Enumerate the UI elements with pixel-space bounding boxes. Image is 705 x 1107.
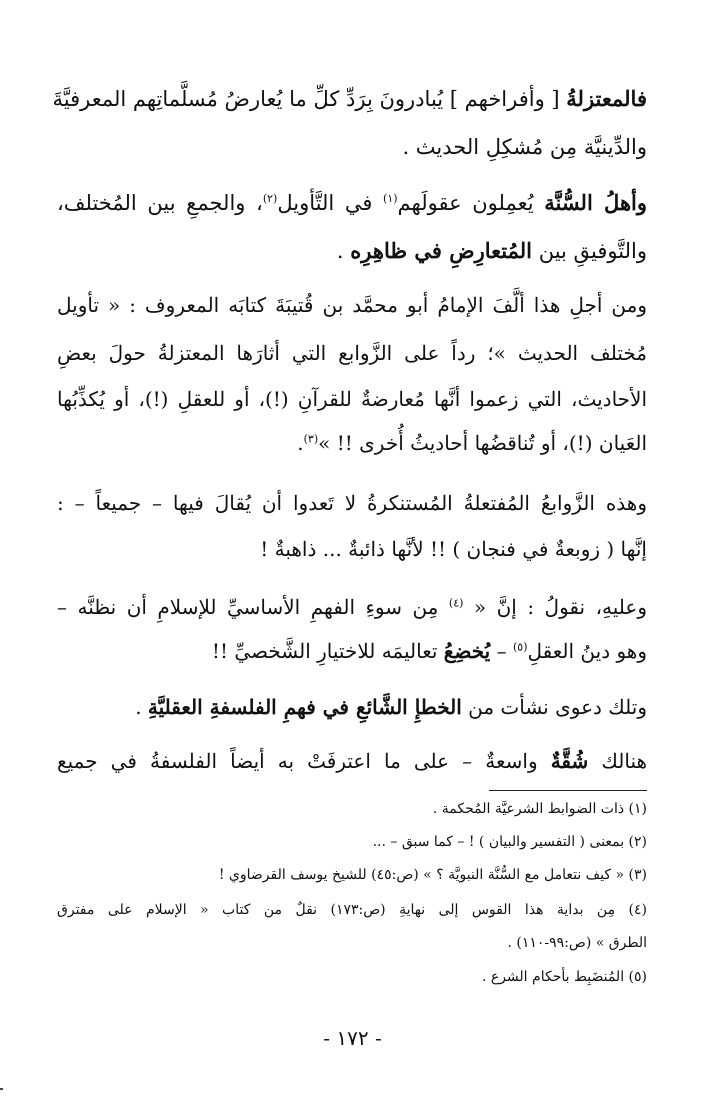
line-text: والتَّوفيقِ بين [538, 239, 647, 263]
bold-phrase: فالمعتزلةُ [566, 86, 647, 111]
footnote-ref-2: (٢) [262, 192, 278, 205]
body-line-7 [57, 382, 647, 416]
body-line-10 [57, 532, 647, 566]
footnote-4 [57, 897, 647, 923]
page-number: - ١٧٢ - [323, 1026, 382, 1050]
line-text: . [336, 239, 344, 263]
footnote-ref-3: (٣) [303, 432, 319, 446]
bold-phrase: شُقَّةٌ [550, 749, 589, 773]
footnote-4-continued [57, 930, 647, 956]
bold-phrase: الخطإِ الشَّائعِ في فهمِ الفلسفةِ العقليَّةِ [147, 695, 462, 719]
bold-phrase: يُخضِعُ [443, 639, 491, 663]
footnote-ref-1: (١) [383, 192, 398, 205]
line-text: العَيان (!)، أو تُناقضُها أحاديثُ أُخرى !! » [318, 431, 647, 455]
body-line-14 [57, 744, 647, 778]
line-text: هنالك [601, 749, 648, 773]
line-text: . [135, 695, 142, 719]
footnote-text: (٤) مِن بداية هذا القوس إلى نهايةِ (ص:١٧٣) نقلٌ من كتاب « الإسلام على مفترق [57, 902, 647, 918]
body-line-2 [57, 130, 647, 164]
body-line-6 [57, 336, 647, 370]
line-text: . [297, 431, 304, 455]
line-text: ومن أجلِ هذا ألَّفَ الإمامُ أبو محمَّد بن قُتيبَةَ كتابَه المعروف : « تأويل [57, 293, 647, 317]
line-text: الأحاديث، التي زعموا أنَّها مُعارضةٌ للقرآنِ (!)، أو للعقلِ (!)، أو يُكذِّبُها [57, 387, 647, 411]
line-text: وهذه الزَّوابعُ المُفتعلةُ المُستنكرةُ لا تَعدوا أن يُقالَ فيها – جميعاً – : [57, 491, 647, 515]
line-text: مُختلف الحديث »؛ رداً على الزَّوابع التي أثارَها المعتزلةُ حولَ بعضِ [57, 341, 647, 365]
body-line-4 [57, 234, 647, 268]
footnote-text: الطرق » (ص:٩٩-١١٠) . [507, 935, 647, 951]
scan-edge-mark [0, 1088, 3, 1090]
footnote-separator [489, 790, 647, 791]
line-text: وهو دينُ العقلِ [527, 639, 647, 663]
body-line-8 [57, 426, 647, 460]
footnote-3 [57, 862, 647, 888]
body-line-13 [57, 690, 647, 724]
line-text: مِن سوءِ الفهمِ الأساسيِّ للإسلامِ أن نظنَّه – [57, 595, 439, 619]
line-text: – [496, 639, 507, 663]
line-text: إنَّها ( زوبعةٌ في فنجان ) !! لأنَّها ذائبةٌ ... ذاهبةٌ ! [260, 537, 647, 561]
body-line-1 [52, 82, 647, 116]
footnote-text: (٢) بمعنى ( التفسير والبيان ) ! – كما سبق – ... [372, 834, 647, 850]
footnote-text: (٣) « كيف نتعامل مع السُّنَّة النبويَّة ؟ » (ص:٤٥) للشيخ يوسف القرضاوي ! [218, 867, 647, 883]
footnote-text: (٥) المُنضَبِط بأحكام الشرع . [481, 969, 647, 985]
line-text: يُعمِلون عقولَهم [397, 191, 534, 215]
body-line-3 [57, 186, 647, 220]
footnote-ref-5: (٥) [512, 640, 528, 654]
footnote-ref-4: (٤) [448, 596, 464, 610]
footnote-2 [57, 829, 647, 855]
footnote-1 [57, 796, 647, 822]
line-text: [ وأفراخهم ] يُبادرونَ بِرَدِّ كلِّ ما يُعارضُ مُسلَّماتِهم المعرفيَّةَ [52, 87, 560, 111]
footnote-text: (١) ذات الضوابط الشرعيَّة المُحكمة . [432, 801, 647, 817]
line-text: وتلك دعوى نشأت من [468, 695, 647, 719]
body-line-5 [57, 288, 647, 322]
line-text: ، والجمعِ بين المُختلف، [57, 191, 263, 215]
bold-phrase: وأهلُ السُّنَّة [544, 190, 648, 215]
body-line-12 [57, 634, 647, 668]
body-line-9 [57, 486, 647, 520]
footnote-5 [57, 964, 647, 990]
bold-phrase: المُتعارِضِ في ظاهِرِه [350, 238, 533, 263]
line-text: تعاليمَه للاختيارِ الشَّخصيِّ !! [211, 639, 438, 663]
line-text: والدِّينيَّة مِن مُشكِلِ الحديث . [402, 135, 647, 159]
body-line-11 [57, 590, 647, 624]
line-text: في التَّأويل [277, 191, 373, 215]
line-text: واسعةٌ – على ما اعترفَتْ به أيضاً الفلسفةُ في جميع [57, 749, 538, 773]
line-text: وعليهِ، نقولُ : إنَّ « [473, 595, 647, 619]
